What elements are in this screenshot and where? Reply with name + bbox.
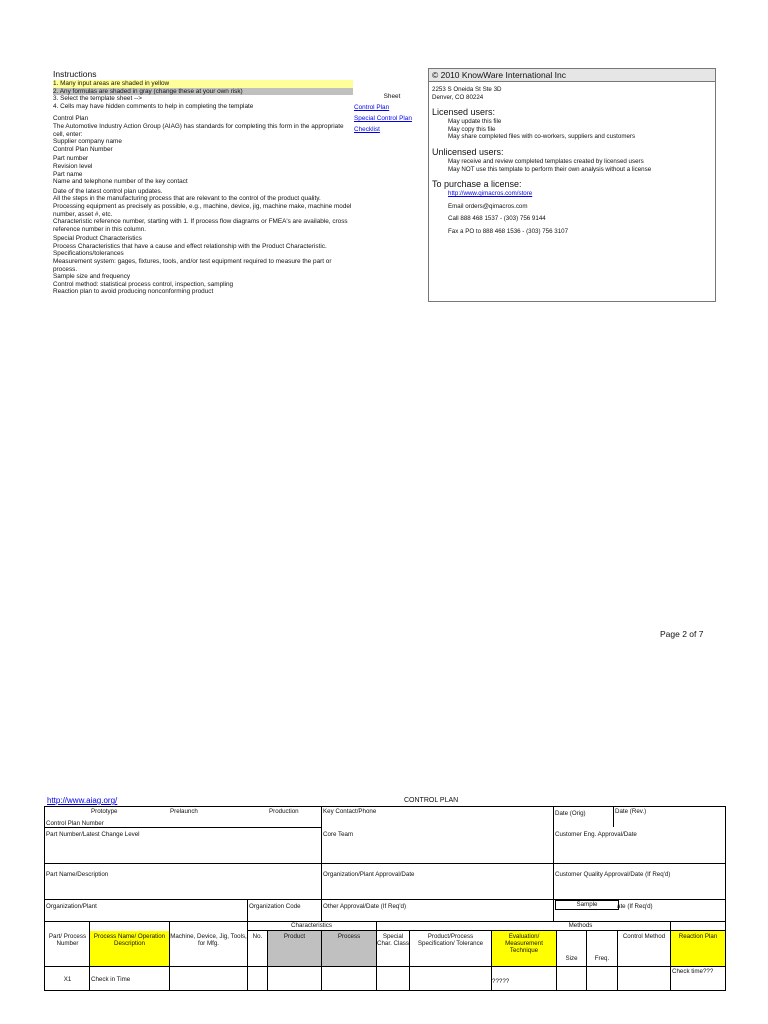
col-process-name: Process Name/ Operation Description bbox=[90, 931, 169, 966]
call-line: Call 888 468 1537 - (303) 756 9144 bbox=[448, 215, 546, 223]
license-box bbox=[428, 68, 716, 302]
control-plan-heading: Control Plan bbox=[53, 115, 89, 123]
instruction-item: Reaction plan to avoid producing nonconforming product bbox=[53, 288, 214, 296]
licensed-item: May copy this file bbox=[448, 125, 496, 133]
ate-reqd-label: ate (If Req'd) bbox=[617, 903, 653, 910]
other-approval-label: Other Approval/Date (If Req'd) bbox=[323, 903, 407, 910]
unlicensed-title: Unlicensed users: bbox=[432, 146, 504, 157]
instruction-item: Measurement system: gages, fixtures, tools, and/or test equipment required to measure the part or process. bbox=[53, 258, 332, 273]
address-line: 2253 S Oneida St Ste 3D bbox=[432, 86, 502, 93]
prototype-label: Prototype bbox=[91, 808, 118, 815]
sheet-header: Sheet bbox=[383, 93, 401, 100]
fax-line: Fax a PO to 888 468 1536 - (303) 756 3107 bbox=[448, 227, 569, 235]
instruction-step: 3. Select the template sheet --> bbox=[53, 95, 142, 103]
col-no: No. bbox=[252, 933, 263, 940]
address-line: Denver, CO 80224 bbox=[432, 93, 484, 101]
link-control-plan[interactable]: Control Plan bbox=[354, 104, 390, 111]
aiag-link[interactable]: http://www.aiag.org/ bbox=[47, 796, 118, 805]
col-process: Process bbox=[322, 931, 376, 966]
link-special-control-plan[interactable]: Special Control Plan bbox=[354, 115, 412, 122]
instruction-item: Sample size and frequency bbox=[53, 273, 131, 281]
unlicensed-item: May receive and review completed templates created by licensed users bbox=[448, 157, 644, 165]
row-evaluation: ????? bbox=[492, 978, 510, 985]
instruction-item: Characteristic reference number, starting with 1. If process flow diagrams or FMEA's are available, cross reference number in this column. bbox=[53, 218, 348, 233]
instruction-item: All the steps in the manufacturing process that are relevant to the control of the product quality. bbox=[53, 195, 321, 203]
instruction-item: Process Characteristics that have a cause and effect relationship with the Product Characteristic. bbox=[53, 242, 327, 250]
prelaunch-label: Prelaunch bbox=[170, 808, 198, 815]
instructions-block bbox=[53, 69, 353, 296]
production-label: Production bbox=[269, 808, 299, 815]
instruction-item: Control method: statistical process control, inspection, sampling bbox=[53, 280, 234, 288]
row-process-name: Check in Time bbox=[91, 976, 131, 983]
col-product: Product bbox=[268, 931, 321, 966]
col-spec-tolerance: Product/Process Specification/ Tolerance bbox=[417, 933, 484, 947]
link-checklist[interactable]: Checklist bbox=[354, 126, 380, 133]
cust-quality-label: Customer Quality Approval/Date (If Req'd) bbox=[555, 871, 671, 878]
page-number: Page 2 of 7 bbox=[660, 629, 704, 639]
row-reaction-plan: Check time??? bbox=[672, 968, 714, 975]
copyright: © 2010 KnowWare International Inc bbox=[429, 69, 715, 82]
part-name-label: Part Name/Description bbox=[46, 871, 109, 878]
col-control-method: Control Method bbox=[622, 933, 666, 940]
unlicensed-item: May NOT use this template to perform their own analysis without a license bbox=[448, 165, 652, 173]
col-size: Size bbox=[565, 955, 578, 962]
instruction-item: Date of the latest control plan updates. bbox=[53, 187, 163, 195]
instruction-item: Part number bbox=[53, 155, 89, 163]
instruction-item: Control Plan Number bbox=[53, 145, 113, 153]
col-part-process: Part/ Process Number bbox=[48, 933, 87, 947]
control-plan-title: CONTROL PLAN bbox=[404, 797, 459, 804]
row-part-number: X1 bbox=[63, 976, 72, 983]
col-machine: Machine, Device, Jig, Tools, for Mfg. bbox=[170, 933, 247, 947]
core-team-label: Core Team bbox=[323, 831, 354, 838]
instruction-item: Name and telephone number of the key contact bbox=[53, 178, 188, 186]
date-orig-label: Date (Orig) bbox=[555, 810, 586, 817]
licensed-item: May update this file bbox=[448, 118, 502, 126]
purchase-title: To purchase a license: bbox=[432, 179, 522, 190]
sheet-links bbox=[354, 91, 430, 135]
col-evaluation: Evaluation/ Measurement Technique bbox=[492, 931, 556, 966]
col-special-char: Special Char. Class bbox=[377, 933, 409, 947]
cust-eng-label: Customer Eng. Approval/Date bbox=[555, 831, 637, 838]
org-plant-label: Organization/Plant bbox=[46, 903, 97, 910]
col-freq: Freq. bbox=[594, 955, 610, 962]
characteristics-header: Characteristics bbox=[291, 922, 332, 929]
methods-header: Methods bbox=[568, 922, 593, 929]
licensed-item: May share completed files with co-workers, suppliers and customers bbox=[448, 133, 636, 141]
cp-number-label: Control Plan Number bbox=[46, 820, 104, 827]
instruction-step: 2. Any formulas are shaded in gray (change these at your own risk) bbox=[53, 88, 353, 96]
instruction-item: Revision level bbox=[53, 162, 93, 170]
control-plan-intro: The Automotive Industry Action Group (AIAG) has standards for completing this form in the appropriate cell, enter: bbox=[53, 122, 344, 138]
instruction-item: Processing equipment as precisely as possible, e.g., machine, device, jig, machine make, machine model number, asset #, etc. bbox=[53, 202, 352, 218]
control-plan-form bbox=[44, 806, 726, 991]
instruction-step: 1. Many input areas are shaded in yellow bbox=[53, 80, 353, 88]
date-rev-label: Date (Rev.) bbox=[615, 808, 647, 815]
instruction-step: 4. Cells may have hidden comments to help in completing the template bbox=[53, 102, 254, 110]
instruction-item: Specifications/tolerances bbox=[53, 250, 124, 258]
instruction-item: Supplier company name bbox=[53, 138, 122, 146]
store-link[interactable]: http://www.qimacros.com/store bbox=[448, 190, 533, 198]
instruction-item: Part name bbox=[53, 170, 83, 178]
col-reaction-plan: Reaction Plan bbox=[671, 931, 725, 966]
key-contact-label: Key Contact/Phone bbox=[323, 808, 377, 815]
part-number-label: Part Number/Latest Change Level bbox=[46, 831, 140, 838]
org-plant-approval-label: Organization/Plant Approval/Date bbox=[323, 871, 415, 878]
instructions-title: Instructions bbox=[53, 69, 97, 79]
email-orders: Email orders@qimacros.com bbox=[448, 202, 528, 210]
licensed-title: Licensed users: bbox=[432, 107, 496, 118]
org-code-label: Organization Code bbox=[249, 903, 301, 910]
instruction-item: Special Product Characteristics bbox=[53, 235, 142, 243]
sample-header: Sample bbox=[555, 900, 619, 910]
